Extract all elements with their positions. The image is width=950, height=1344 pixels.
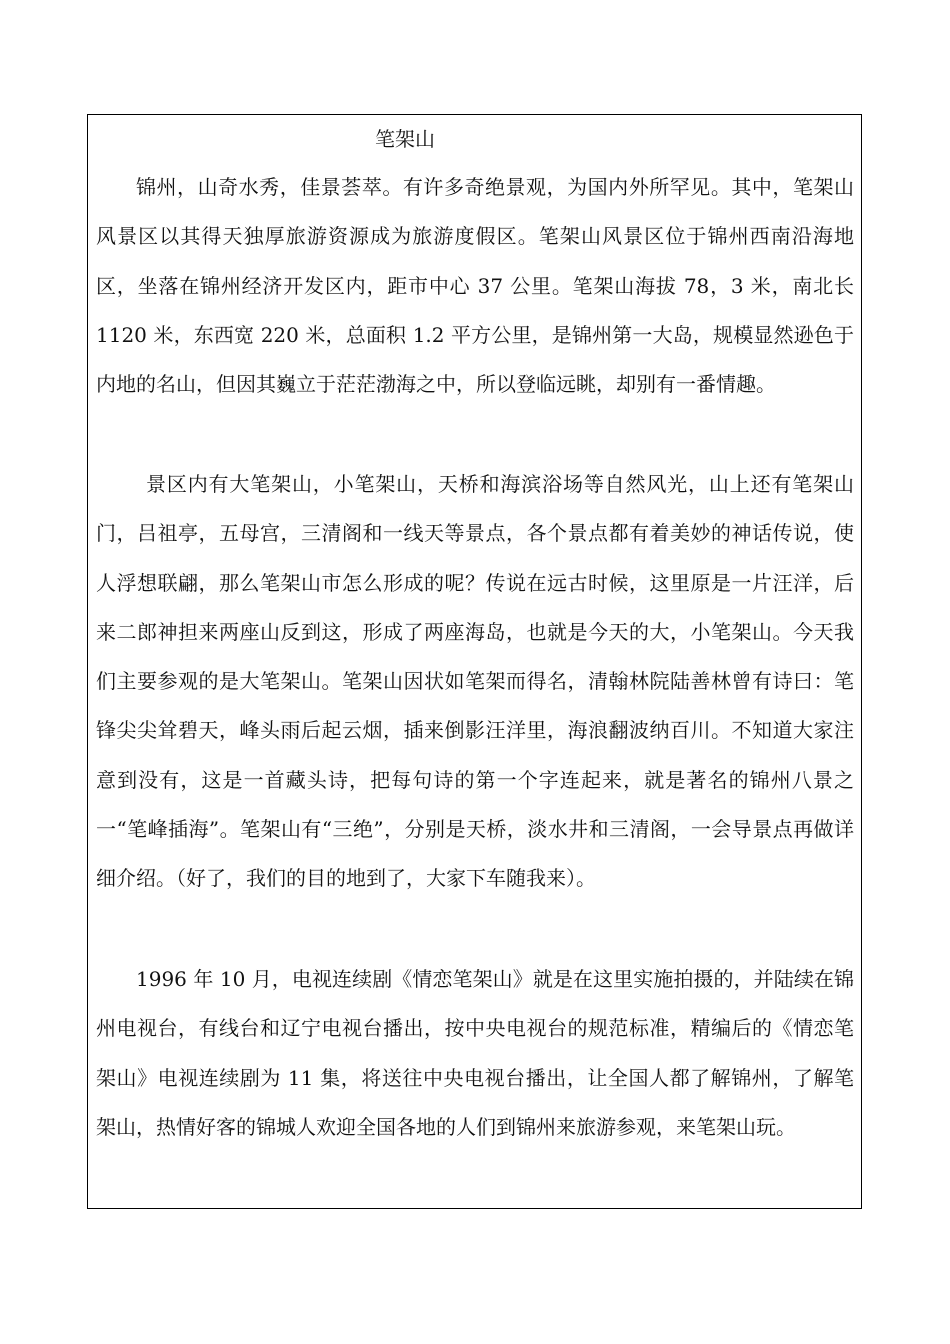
document-title: 笔架山 [375,127,435,151]
paragraph-scenic-spots: 景区内有大笔架山，小笔架山，天桥和海滨浴场等自然风光，山上还有笔架山门，吕祖亭，五母宫，三清阁和一线天等景点，各个景点都有着美妙的神话传说，使人浮想联翩，那么笔架山市怎么形成的呢？传说在远古时候，这里原是一片汪洋，后来二郎神担来两座山反到这，形成了两座海岛，也就是今天的大，小笔架山。今天我们主要参观的是大笔架山。笔架山因状如笔架而得名，清翰林院陆善林曾有诗曰：笔锋尖尖耸碧天，峰头雨后起云烟，插来倒影汪洋里，海浪翻波纳百川。不知道大家注意到没有，这是一首藏头诗，把每句诗的第一个字连起来，就是著名的锦州八景之一“笔峰插海”。笔架山有“三绝”，分别是天桥，淡水井和三清阁，一会导景点再做详细介绍。（好了，我们的目的地到了，大家下车随我来）。 [96,472,854,891]
document-frame [87,114,862,1209]
paragraph-tv-series: 1996 年 10 月，电视连续剧《情恋笔架山》就是在这里实施拍摄的，并陆续在锦州电视台，有线台和辽宁电视台播出，按中央电视台的规范标准，精编后的《情恋笔架山》电视连续剧为 11 集，将送往中央电视台播出，让全国人都了解锦州，了解笔架山，热情好客的锦城人欢迎全国各地的人们到锦州来旅游参观，来笔架山玩。 [96,967,854,1139]
paragraph-intro: 锦州，山奇水秀，佳景荟萃。有许多奇绝景观，为国内外所罕见。其中，笔架山风景区以其得天独厚旅游资源成为旅游度假区。笔架山风景区位于锦州西南沿海地区，坐落在锦州经济开发区内，距市中心 37 公里。笔架山海拔 78，3 米，南北长 1120 米，东西宽 220 米，总面积 1.2 平方公里，是锦州第一大岛，规模显然逊色于内地的名山，但因其巍立于茫茫渤海之中，所以登临远眺，却别有一番情趣。 [96,175,854,397]
